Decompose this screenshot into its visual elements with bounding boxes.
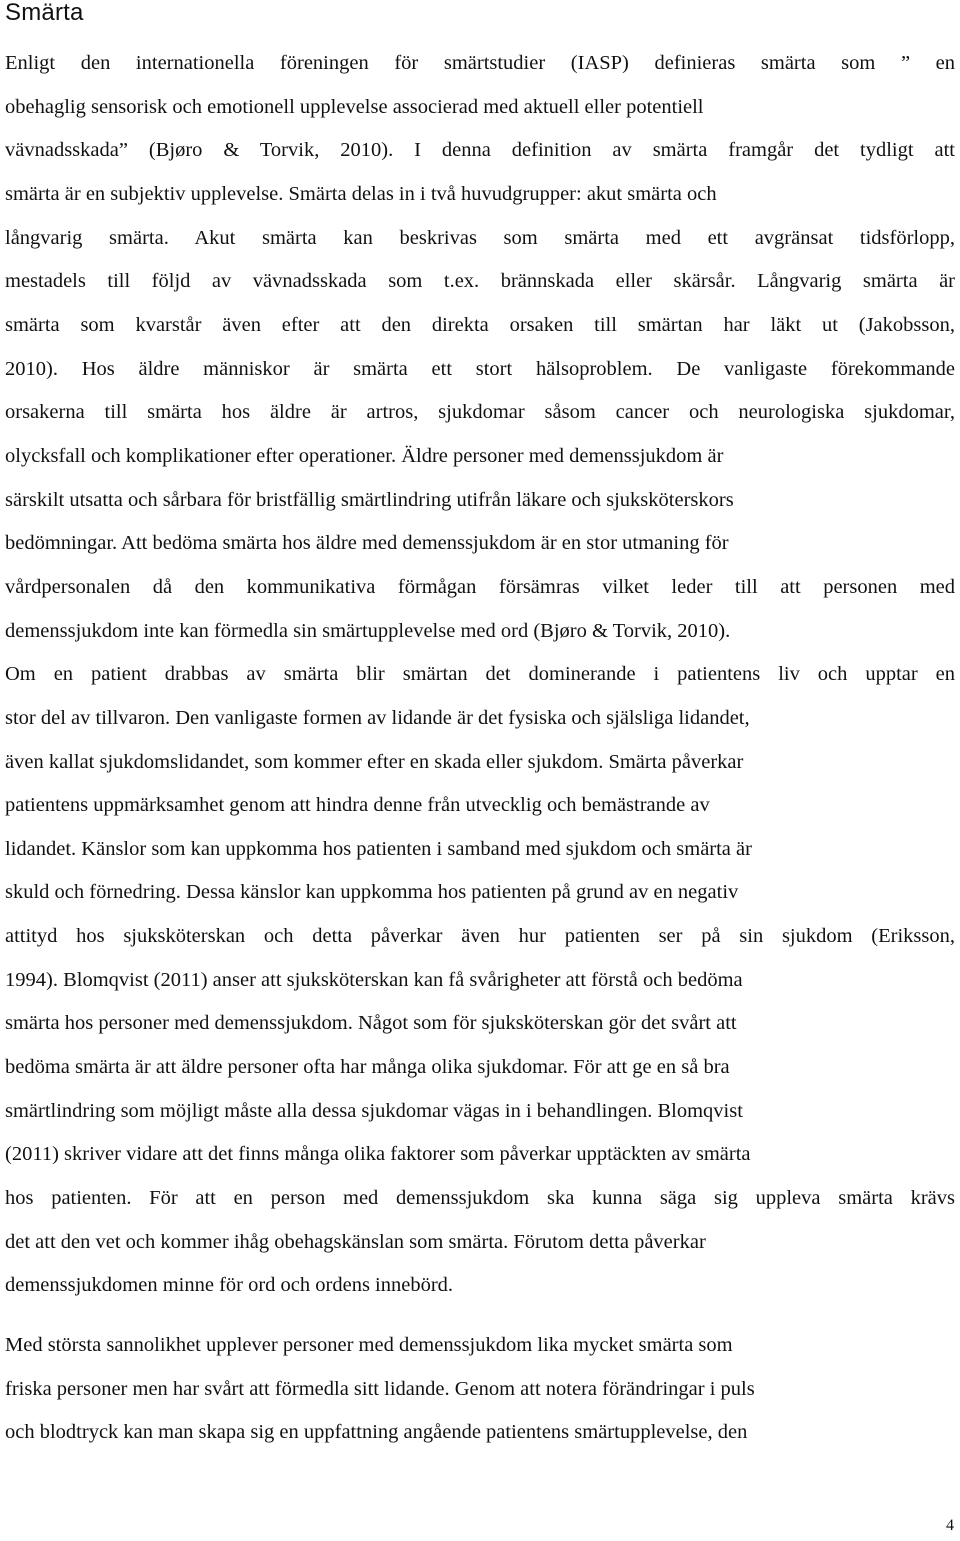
text-line: det att den vet och kommer ihåg obehagskänslan som smärta. Förutom detta påverkar: [5, 1230, 706, 1253]
section-heading: Smärta: [5, 0, 84, 26]
text-line: stor del av tillvaron. Den vanligaste formen av lidande är det fysiska och själsliga lidandet,: [5, 706, 750, 729]
text-line: mestadels till följd av vävnadsskada som t.ex. brännskada eller skärsår. Långvarig smärta är: [5, 270, 955, 293]
text-line: obehaglig sensorisk och emotionell upplevelse associerad med aktuell eller potentiell: [5, 95, 704, 118]
page-number: 4: [946, 1517, 954, 1534]
text-line: 2010). Hos äldre människor är smärta ett stort hälsoproblem. De vanligaste förekommande: [5, 357, 955, 380]
text-line: skuld och förnedring. Dessa känslor kan uppkomma hos patienten på grund av en negativ: [5, 881, 739, 904]
text-line: vävnadsskada” (Bjøro & Torvik, 2010). I denna definition av smärta framgår det tydligt att: [5, 139, 955, 162]
text-line: demenssjukdom inte kan förmedla sin smärtupplevelse med ord (Bjøro & Torvik, 2010).: [5, 619, 731, 642]
paragraph-pain-definition: [5, 42, 955, 1308]
text-line: även kallat sjukdomslidandet, som kommer efter en skada eller sjukdom. Smärta påverkar: [5, 750, 744, 773]
text-line: smärtlindring som möjligt måste alla dessa sjukdomar vägas in i behandlingen. Blomqvist: [5, 1099, 743, 1122]
text-line: smärta som kvarstår även efter att den direkta orsaken till smärtan har läkt ut (Jakobsson,: [5, 313, 955, 336]
text-line: långvarig smärta. Akut smärta kan beskrivas som smärta med ett avgränsat tidsförlopp,: [5, 226, 955, 249]
text-line: och blodtryck kan man skapa sig en uppfattning angående patientens smärtupplevelse, den: [5, 1421, 748, 1444]
text-line: orsakerna till smärta hos äldre är artros, sjukdomar såsom cancer och neurologiska sjukdomar,: [5, 401, 955, 424]
text-line: friska personer men har svårt att förmedla sitt lidande. Genom att notera förändringar i puls: [5, 1377, 755, 1400]
text-line: bedömningar. Att bedöma smärta hos äldre med demenssjukdom är en stor utmaning för: [5, 532, 729, 555]
text-line: demenssjukdomen minne för ord och ordens innebörd.: [5, 1274, 454, 1297]
text-line: smärta är en subjektiv upplevelse. Smärta delas in i två huvudgrupper: akut smärta och: [5, 182, 717, 205]
text-line: lidandet. Känslor som kan uppkomma hos patienten i samband med sjukdom och smärta är: [5, 837, 752, 860]
text-line: (2011) skriver vidare att det finns många olika faktorer som påverkar upptäckten av smärta: [5, 1143, 751, 1166]
text-line: Om en patient drabbas av smärta blir smärtan det dominerande i patientens liv och upptar en: [5, 663, 955, 686]
text-line: attityd hos sjuksköterskan och detta påverkar även hur patienten ser på sin sjukdom (Eriksson,: [5, 925, 955, 948]
text-line: 1994). Blomqvist (2011) anser att sjuksköterskan kan få svårigheter att förstå och bedöma: [5, 968, 743, 991]
text-line: Enligt den internationella föreningen för smärtstudier (IASP) definieras smärta som ” en: [5, 52, 955, 74]
text-line: patientens uppmärksamhet genom att hindra denne från utvecklig och bemästrande av: [5, 794, 710, 817]
text-line: bedöma smärta är att äldre personer ofta har många olika sjukdomar. För att ge en så bra: [5, 1056, 730, 1079]
text-line: särskilt utsatta och sårbara för bristfällig smärtlindring utifrån läkare och sjuksköterskors: [5, 488, 734, 511]
text-line: Med största sannolikhet upplever personer med demenssjukdom lika mycket smärta som: [5, 1334, 733, 1356]
paragraph-dementia-pain: [5, 1324, 955, 1455]
text-line: vårdpersonalen då den kommunikativa förmågan försämras vilket leder till att personen med: [5, 575, 955, 598]
text-line: smärta hos personer med demenssjukdom. Något som för sjuksköterskan gör det svårt att: [5, 1012, 737, 1035]
text-line: hos patienten. För att en person med demenssjukdom ska kunna säga sig uppleva smärta krävs: [5, 1187, 955, 1210]
text-line: olycksfall och komplikationer efter operationer. Äldre personer med demenssjukdom är: [5, 444, 724, 467]
